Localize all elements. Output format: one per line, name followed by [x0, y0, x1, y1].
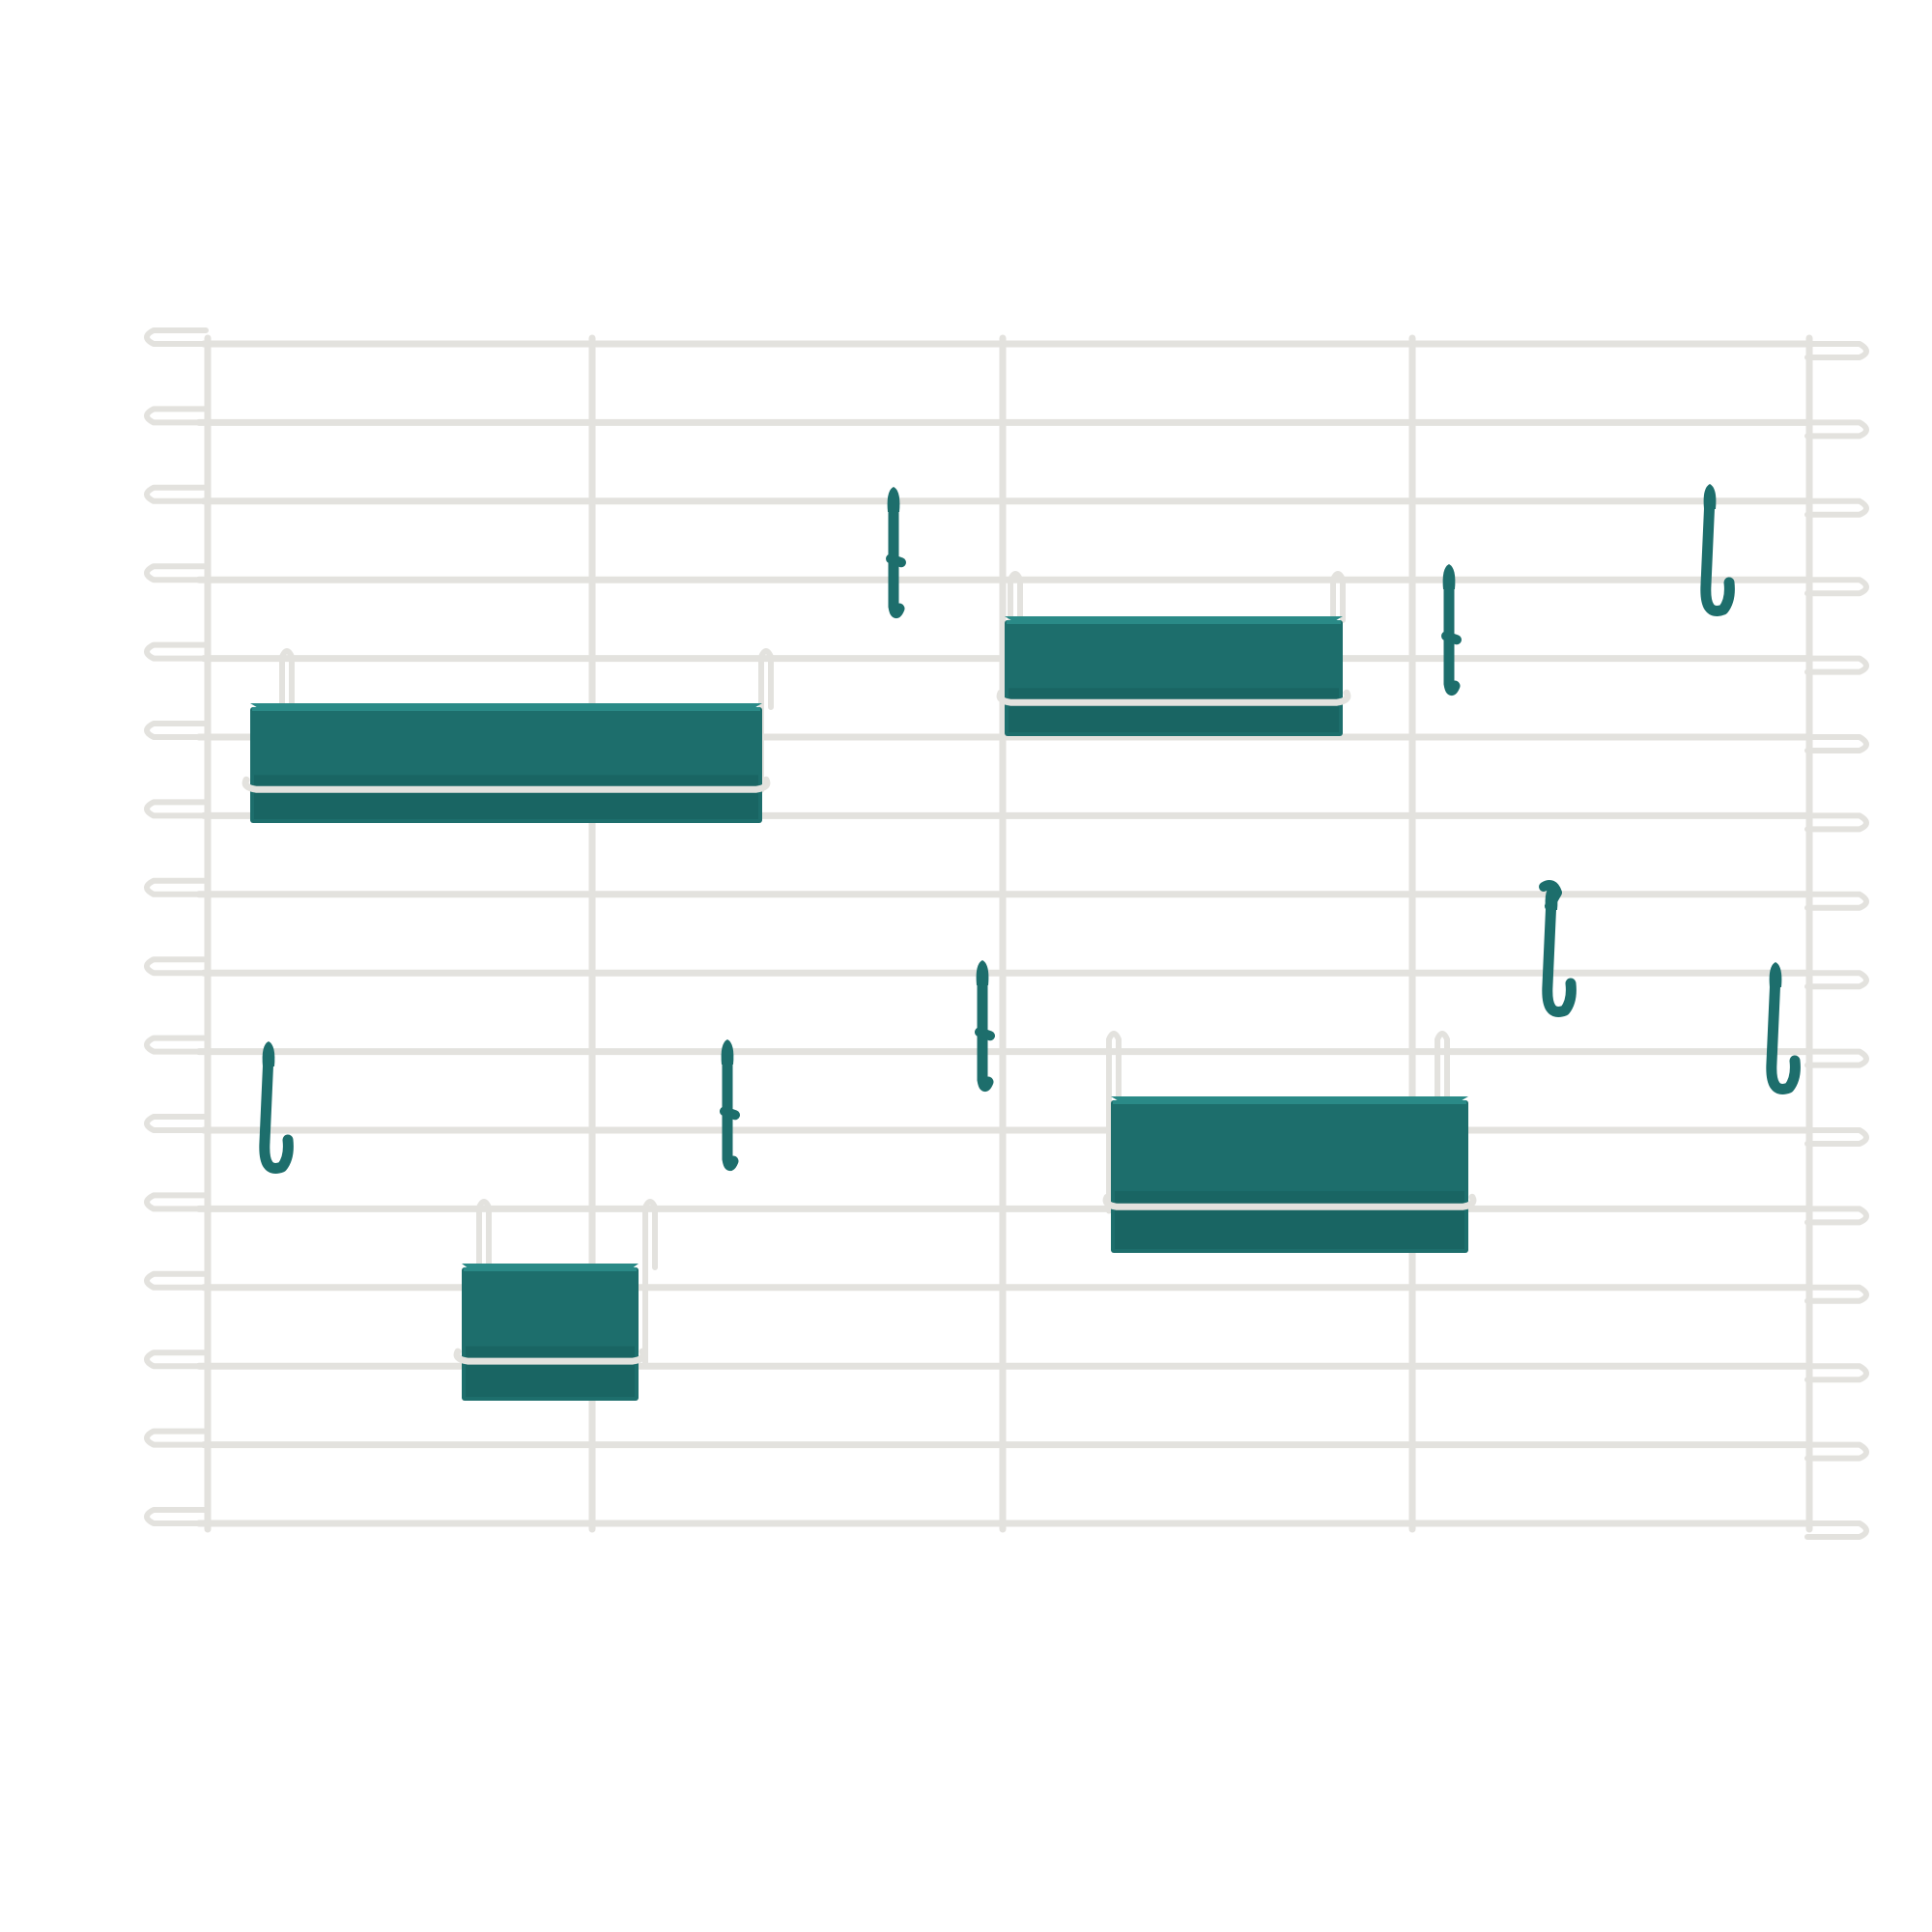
bin-shadow	[466, 1347, 635, 1397]
bin-long-tray	[245, 651, 771, 823]
hook-curved	[1770, 962, 1796, 1090]
wire-left-loop	[147, 1510, 213, 1523]
wire-left-loop	[147, 1274, 213, 1288]
hook-straight	[888, 487, 901, 613]
hook-curve	[1772, 976, 1796, 1090]
storage-bins	[245, 574, 1473, 1401]
hook-straight	[722, 1039, 735, 1166]
hook-curve	[265, 1055, 289, 1169]
hook-curve	[1548, 898, 1572, 1012]
wire-left-loop	[147, 488, 213, 501]
bin-small-cup	[457, 1202, 655, 1401]
hook-straight	[977, 960, 990, 1087]
bin-hanger-wire	[645, 1202, 655, 1364]
hook-barb	[891, 558, 901, 562]
hook-curve	[1706, 497, 1730, 611]
hook-barb	[724, 1111, 735, 1115]
wire-left-loop	[147, 645, 213, 659]
wire-left-loop	[147, 802, 213, 815]
wire-left-loop	[147, 1432, 213, 1445]
hanging-hooks	[263, 484, 1796, 1169]
wire-left-loop	[147, 1038, 213, 1052]
bin-deep-box	[1106, 1034, 1473, 1253]
bin-shadow	[1115, 1191, 1464, 1249]
bin-hanger-wire	[761, 651, 771, 790]
wire-left-loop	[147, 724, 213, 737]
hook-barb	[1446, 636, 1457, 639]
bin-medium-tray	[1000, 574, 1348, 736]
hook-curved	[263, 1041, 289, 1169]
wire-left-loop	[147, 881, 213, 895]
hook-straight	[1443, 564, 1457, 691]
wire-left-loop	[147, 959, 213, 973]
wire-left-loop	[147, 1117, 213, 1130]
wire-left-loop	[147, 330, 213, 344]
wire-grid-panel	[147, 330, 1866, 1537]
wire-left-loop	[147, 1352, 213, 1366]
wire-left-loop	[147, 1195, 213, 1208]
hook-barb	[980, 1032, 990, 1036]
wire-left-loop	[147, 409, 213, 422]
wire-left-loop	[147, 566, 213, 580]
bin-shadow	[254, 775, 758, 819]
bin-shadow	[1009, 688, 1339, 732]
